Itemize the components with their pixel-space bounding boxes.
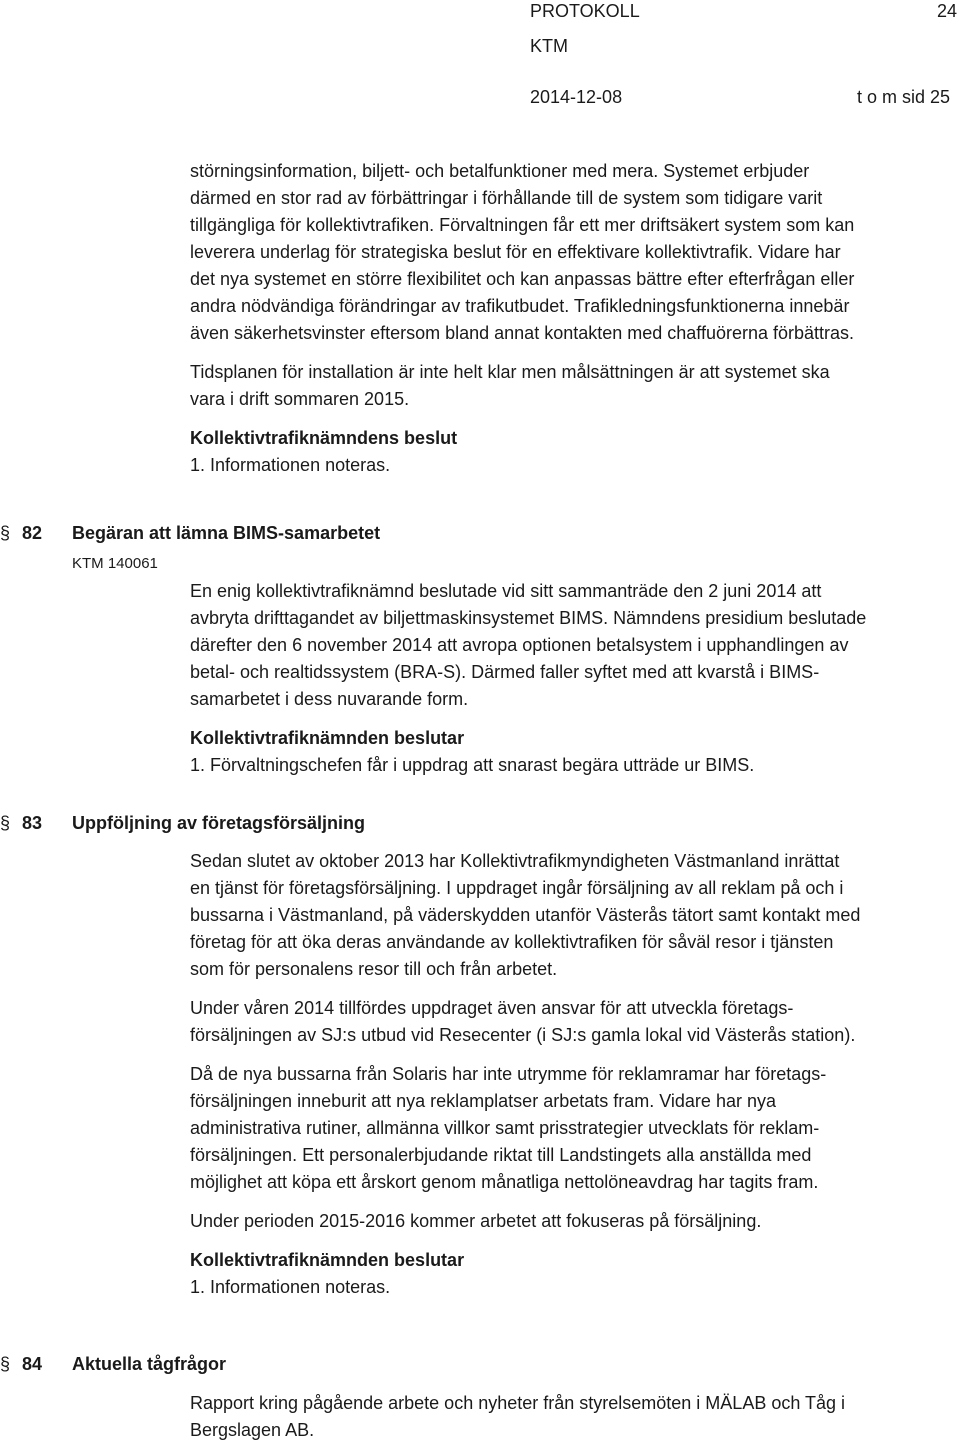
section-number: 83: [22, 813, 43, 833]
text-line: leverera underlag för strategiska beslut för en effektivare kollektivtrafik. Vidare har: [190, 242, 841, 262]
paragraph: [190, 995, 930, 1049]
text-line: även säkerhetsvinster eftersom bland annat kontakten med chaffuörerna förbättras.: [190, 323, 855, 343]
decision-heading: Kollektivtrafiknämnden beslutar: [190, 1250, 465, 1270]
paragraph: [190, 1390, 930, 1444]
paragraph: [190, 848, 930, 983]
text-line: möjlighet att köpa ett årskort genom månatliga nettolöneavdrag har tagits fram.: [190, 1172, 819, 1192]
text-line: avbryta drifttagandet av biljettmaskinsystemet BIMS. Nämndens presidium beslutade: [190, 608, 867, 628]
text-line: En enig kollektivtrafiknämnd beslutade vid sitt sammanträde den 2 juni 2014 att: [190, 581, 822, 601]
text-line: Då de nya bussarna från Solaris har inte utrymme för reklamramar har företags-: [190, 1064, 827, 1084]
decision-item: 1. Informationen noteras.: [190, 455, 391, 475]
text-line: störningsinformation, biljett- och betalfunktioner med mera. Systemet erbjuder: [190, 161, 810, 181]
text-line: Tidsplanen för installation är inte helt klar men målsättningen är att systemet ska: [190, 362, 830, 382]
text-line: företag för att öka deras användande av kollektivtrafiken för såväl resor i tjänsten: [190, 932, 834, 952]
text-line: samarbetet i dess nuvarande form.: [190, 689, 469, 709]
decision-item: 1. Förvaltningschefen får i uppdrag att snarast begära utträde ur BIMS.: [190, 755, 755, 775]
text-line: försäljningen inneburit att nya reklamplatser arbetats fram. Vidare har nya: [190, 1091, 776, 1111]
meeting-date: 2014-12-08: [530, 87, 623, 107]
section-sign: §: [0, 523, 11, 543]
section-number: 82: [22, 523, 43, 543]
section-83-body: [190, 848, 930, 1301]
paragraph: [190, 578, 930, 713]
section-82-body: [190, 578, 930, 779]
decision-heading: Kollektivtrafiknämndens beslut: [190, 428, 458, 448]
intro-paragraph-2: [190, 359, 930, 413]
text-line: försäljningen. Ett personalerbjudande riktat till Landstingets alla anställda med: [190, 1145, 812, 1165]
text-line: bussarna i Västmanland, på väderskydden utanför Västerås tätort samt kontakt med: [190, 905, 861, 925]
text-line: Rapport kring pågående arbete och nyheter från styrelsemöten i MÄLAB och Tåg i: [190, 1393, 846, 1413]
section-title: Aktuella tågfrågor: [72, 1354, 227, 1374]
intro-paragraph-1: [190, 158, 930, 347]
text-line: en tjänst för företagsförsäljning. I uppdraget ingår försäljning av all reklam på och i: [190, 878, 844, 898]
paragraph: [190, 1061, 930, 1196]
section-84-body: [190, 1390, 930, 1444]
section-heading-82: [0, 522, 380, 544]
page-number: 24: [937, 1, 958, 21]
page-range: t o m sid 25: [857, 87, 951, 107]
text-line: som för personalens resor till och från arbetet.: [190, 959, 558, 979]
section-title: Uppföljning av företagsförsäljning: [72, 813, 366, 833]
section-heading-84: [0, 1353, 226, 1375]
intro-block: [190, 158, 930, 479]
section-title: Begäran att lämna BIMS-samarbetet: [72, 523, 381, 543]
decision-heading: Kollektivtrafiknämnden beslutar: [190, 728, 465, 748]
text-line: Under våren 2014 tillfördes uppdraget även ansvar för att utveckla företags-: [190, 998, 794, 1018]
section-number: 84: [22, 1354, 43, 1374]
decision-item: 1. Informationen noteras.: [190, 1277, 391, 1297]
case-reference: KTM 140061: [72, 555, 158, 572]
doc-type: PROTOKOLL: [530, 1, 640, 21]
text-line: andra nödvändiga förändringar av trafikutbudet. Trafikledningsfunktionerna innebär: [190, 296, 850, 316]
text-line: Bergslagen AB.: [190, 1420, 315, 1440]
section-sign: §: [0, 1354, 11, 1374]
text-line: betal- och realtidssystem (BRA-S). Därmed faller syftet med att kvarstå i BIMS-: [190, 662, 820, 682]
text-line: därefter den 6 november 2014 att avropa optionen betalsystem i upphandlingen av: [190, 635, 849, 655]
text-line: försäljningen av SJ:s utbud vid Resecenter (i SJ:s gamla lokal vid Västerås station).: [190, 1025, 856, 1045]
text-line: tillgängliga för kollektivtrafiken. Förvaltningen får ett mer driftsäkert system som kan: [190, 215, 855, 235]
section-sign: §: [0, 813, 11, 833]
organization: KTM: [530, 36, 568, 56]
section-heading-83: [0, 812, 365, 834]
text-line: Sedan slutet av oktober 2013 har Kollektivtrafikmyndigheten Västmanland inrättat: [190, 851, 840, 871]
paragraph: [190, 1208, 930, 1235]
text-line: Under perioden 2015-2016 kommer arbetet att fokuseras på försäljning.: [190, 1211, 762, 1231]
text-line: det nya systemet en större flexibilitet och kan anpassas bättre efter efterfrågan eller: [190, 269, 855, 289]
text-line: därmed en stor rad av förbättringar i förhållande till de system som tidigare varit: [190, 188, 823, 208]
text-line: administrativa rutiner, allmänna villkor samt prisstrategier utvecklats för reklam-: [190, 1118, 820, 1138]
text-line: vara i drift sommaren 2015.: [190, 389, 410, 409]
